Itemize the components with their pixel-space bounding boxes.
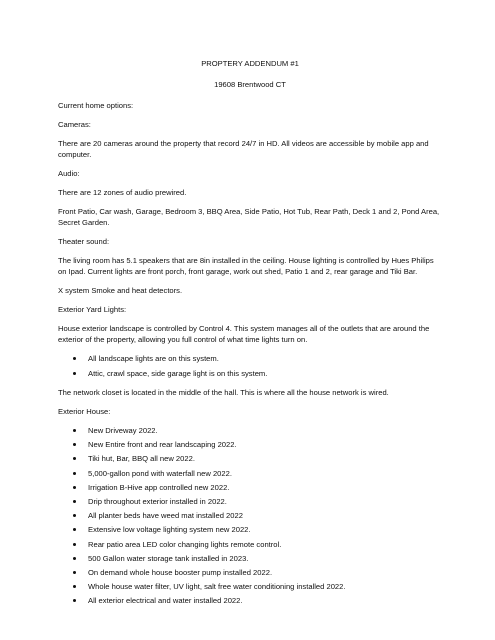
theater-sound-text: The living room has 5.1 speakers that are 8in installed in the ceiling. House lighting is controlled by Hues Philips on Ipad. Current lights are front porch, front garage, work out shed, Patio 1 and 2, rear garage and Tiki Bar. [58, 256, 434, 276]
exterior-yard-lights-heading: Exterior Yard Lights: [58, 305, 127, 314]
list-item: Drip throughout exterior installed in 2022. [88, 496, 442, 507]
audio-text-2: Front Patio, Car wash, Garage, Bedroom 3, BBQ Area, Side Patio, Hot Tub, Rear Path, Deck 1 and 2, Pond Area, Secret Garden. [58, 207, 440, 227]
list-item: New Driveway 2022. [88, 425, 442, 436]
exterior-house-list [58, 425, 442, 606]
cameras-text: There are 20 cameras around the property that record 24/7 in HD. All videos are accessible by mobile app and computer. [58, 139, 429, 159]
list-item: On demand whole house booster pump installed 2022. [88, 567, 442, 578]
cameras-heading: Cameras: [58, 120, 91, 129]
audio-heading: Audio: [58, 169, 80, 178]
list-item: 500 Gallon water storage tank installed in 2023. [88, 553, 442, 564]
document-body [58, 58, 442, 614]
list-item: Irrigation B-Hive app controlled new 2022. [88, 482, 442, 493]
list-item: New Entire front and rear landscaping 2022. [88, 439, 442, 450]
list-item: Rear patio area LED color changing lights remote control. [88, 539, 442, 550]
list-item: Whole house water filter, UV light, salt free water conditioning installed 2022. [88, 581, 442, 592]
document-title: PROPTERY ADDENDUM #1 [201, 59, 299, 68]
exterior-house-heading: Exterior House: [58, 407, 111, 416]
list-item: All exterior electrical and water installed 2022. [88, 595, 442, 606]
list-item: Extensive low voltage lighting system new 2022. [88, 524, 442, 535]
list-item: All planter beds have weed mat installed 2022 [88, 510, 442, 521]
theater-sound-heading: Theater sound: [58, 237, 110, 246]
current-home-options-heading: Current home options: [58, 101, 134, 110]
network-closet-text: The network closet is located in the middle of the hall. This is where all the house network is wired. [58, 388, 389, 397]
x-system-text: X system Smoke and heat detectors. [58, 286, 183, 295]
audio-text-1: There are 12 zones of audio prewired. [58, 188, 187, 197]
list-item: All landscape lights are on this system. [88, 353, 442, 364]
yard-lights-list [58, 353, 442, 379]
list-item: 5,000-gallon pond with waterfall new 2022. [88, 468, 442, 479]
list-item: Attic, crawl space, side garage light is on this system. [88, 368, 442, 379]
list-item: Tiki hut, Bar, BBQ all new 2022. [88, 453, 442, 464]
property-address: 19608 Brentwood CT [214, 80, 286, 89]
exterior-yard-lights-text: House exterior landscape is controlled by Control 4. This system manages all of the outlets that are around the exterior of the property, allowing you full control of what time lights turn on. [58, 324, 430, 344]
